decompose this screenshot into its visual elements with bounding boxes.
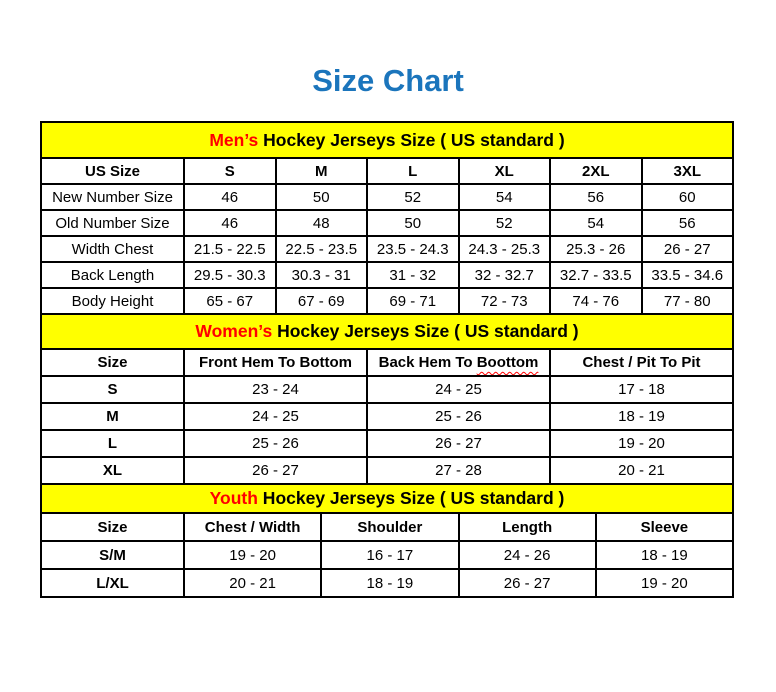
youth-size-value: 26 - 27	[459, 569, 596, 597]
mens-size-value: 50	[276, 184, 368, 210]
youth-banner: Youth Hockey Jerseys Size ( US standard )	[41, 484, 733, 513]
mens-column-header: 3XL	[642, 158, 734, 184]
mens-size-value: 72 - 73	[459, 288, 551, 314]
page-title: Size Chart	[312, 63, 464, 98]
youth-row-label: L/XL	[41, 569, 184, 597]
womens-size-value: 26 - 27	[184, 457, 367, 484]
youth-table-row	[41, 541, 733, 569]
womens-table-row	[41, 403, 733, 430]
womens-row-label: S	[41, 376, 184, 403]
youth-column-header: Sleeve	[596, 513, 733, 541]
mens-column-header: M	[276, 158, 368, 184]
mens-size-value: 24.3 - 25.3	[459, 236, 551, 262]
misspelled-word: Boottom	[476, 354, 539, 371]
womens-banner: Women’s Hockey Jerseys Size ( US standard )	[41, 314, 733, 349]
womens-row-label: XL	[41, 457, 184, 484]
womens-size-value: 17 - 18	[550, 376, 733, 403]
mens-column-header: US Size	[41, 158, 184, 184]
youth-column-header: Size	[41, 513, 184, 541]
womens-size-value: 26 - 27	[367, 430, 550, 457]
mens-table-row	[41, 210, 733, 236]
mens-size-value: 65 - 67	[184, 288, 276, 314]
mens-size-table	[40, 121, 734, 315]
mens-table-row	[41, 262, 733, 288]
youth-size-table	[40, 483, 734, 598]
youth-size-value: 18 - 19	[596, 541, 733, 569]
mens-size-value: 52	[459, 210, 551, 236]
youth-size-value: 24 - 26	[459, 541, 596, 569]
youth-row-label: S/M	[41, 541, 184, 569]
youth-size-value: 18 - 19	[321, 569, 458, 597]
mens-table-row	[41, 288, 733, 314]
womens-size-value: 27 - 28	[367, 457, 550, 484]
womens-size-value: 25 - 26	[367, 403, 550, 430]
womens-table-row	[41, 376, 733, 403]
mens-column-header: XL	[459, 158, 551, 184]
mens-size-value: 46	[184, 210, 276, 236]
youth-size-value: 19 - 20	[184, 541, 321, 569]
mens-row-label: New Number Size	[41, 184, 184, 210]
womens-banner-highlight: Women’s	[195, 321, 273, 341]
youth-banner-highlight: Youth	[209, 488, 258, 508]
mens-size-value: 74 - 76	[550, 288, 642, 314]
mens-size-value: 32 - 32.7	[459, 262, 551, 288]
mens-size-value: 22.5 - 23.5	[276, 236, 368, 262]
mens-size-value: 26 - 27	[642, 236, 734, 262]
youth-table-row	[41, 569, 733, 597]
mens-row-label: Back Length	[41, 262, 184, 288]
mens-size-value: 29.5 - 30.3	[184, 262, 276, 288]
youth-column-header: Chest / Width	[184, 513, 321, 541]
mens-size-value: 60	[642, 184, 734, 210]
mens-size-value: 25.3 - 26	[550, 236, 642, 262]
youth-column-header: Shoulder	[321, 513, 458, 541]
womens-size-value: 20 - 21	[550, 457, 733, 484]
mens-size-value: 77 - 80	[642, 288, 734, 314]
womens-row-label: M	[41, 403, 184, 430]
mens-size-value: 30.3 - 31	[276, 262, 368, 288]
mens-size-value: 32.7 - 33.5	[550, 262, 642, 288]
mens-size-value: 56	[642, 210, 734, 236]
mens-size-value: 54	[459, 184, 551, 210]
mens-table-row	[41, 184, 733, 210]
mens-size-value: 50	[367, 210, 459, 236]
womens-column-header: Front Hem To Bottom	[184, 349, 367, 376]
mens-size-value: 52	[367, 184, 459, 210]
womens-table-row	[41, 457, 733, 484]
womens-size-value: 23 - 24	[184, 376, 367, 403]
mens-column-header: S	[184, 158, 276, 184]
womens-row-label: L	[41, 430, 184, 457]
womens-size-table	[40, 313, 734, 485]
mens-column-header: L	[367, 158, 459, 184]
mens-size-value: 67 - 69	[276, 288, 368, 314]
womens-table-row	[41, 430, 733, 457]
youth-size-value: 16 - 17	[321, 541, 458, 569]
mens-size-value: 21.5 - 22.5	[184, 236, 276, 262]
mens-size-value: 46	[184, 184, 276, 210]
youth-column-header: Length	[459, 513, 596, 541]
mens-table-row	[41, 236, 733, 262]
mens-column-header: 2XL	[550, 158, 642, 184]
womens-column-header: Back Hem To Boottom	[367, 349, 550, 376]
womens-column-header: Chest / Pit To Pit	[550, 349, 733, 376]
mens-banner-highlight: Men’s	[209, 129, 259, 150]
womens-size-value: 25 - 26	[184, 430, 367, 457]
mens-size-value: 56	[550, 184, 642, 210]
womens-column-header: Size	[41, 349, 184, 376]
youth-size-value: 20 - 21	[184, 569, 321, 597]
mens-size-value: 69 - 71	[367, 288, 459, 314]
size-chart-tables	[40, 121, 734, 598]
mens-row-label: Width Chest	[41, 236, 184, 262]
mens-size-value: 48	[276, 210, 368, 236]
mens-row-label: Old Number Size	[41, 210, 184, 236]
mens-row-label: Body Height	[41, 288, 184, 314]
mens-size-value: 54	[550, 210, 642, 236]
mens-size-value: 23.5 - 24.3	[367, 236, 459, 262]
womens-size-value: 24 - 25	[184, 403, 367, 430]
womens-size-value: 24 - 25	[367, 376, 550, 403]
youth-size-value: 19 - 20	[596, 569, 733, 597]
mens-size-value: 31 - 32	[367, 262, 459, 288]
mens-banner: Men’s Hockey Jerseys Size ( US standard )	[41, 122, 733, 158]
mens-size-value: 33.5 - 34.6	[642, 262, 734, 288]
womens-size-value: 18 - 19	[550, 403, 733, 430]
womens-size-value: 19 - 20	[550, 430, 733, 457]
